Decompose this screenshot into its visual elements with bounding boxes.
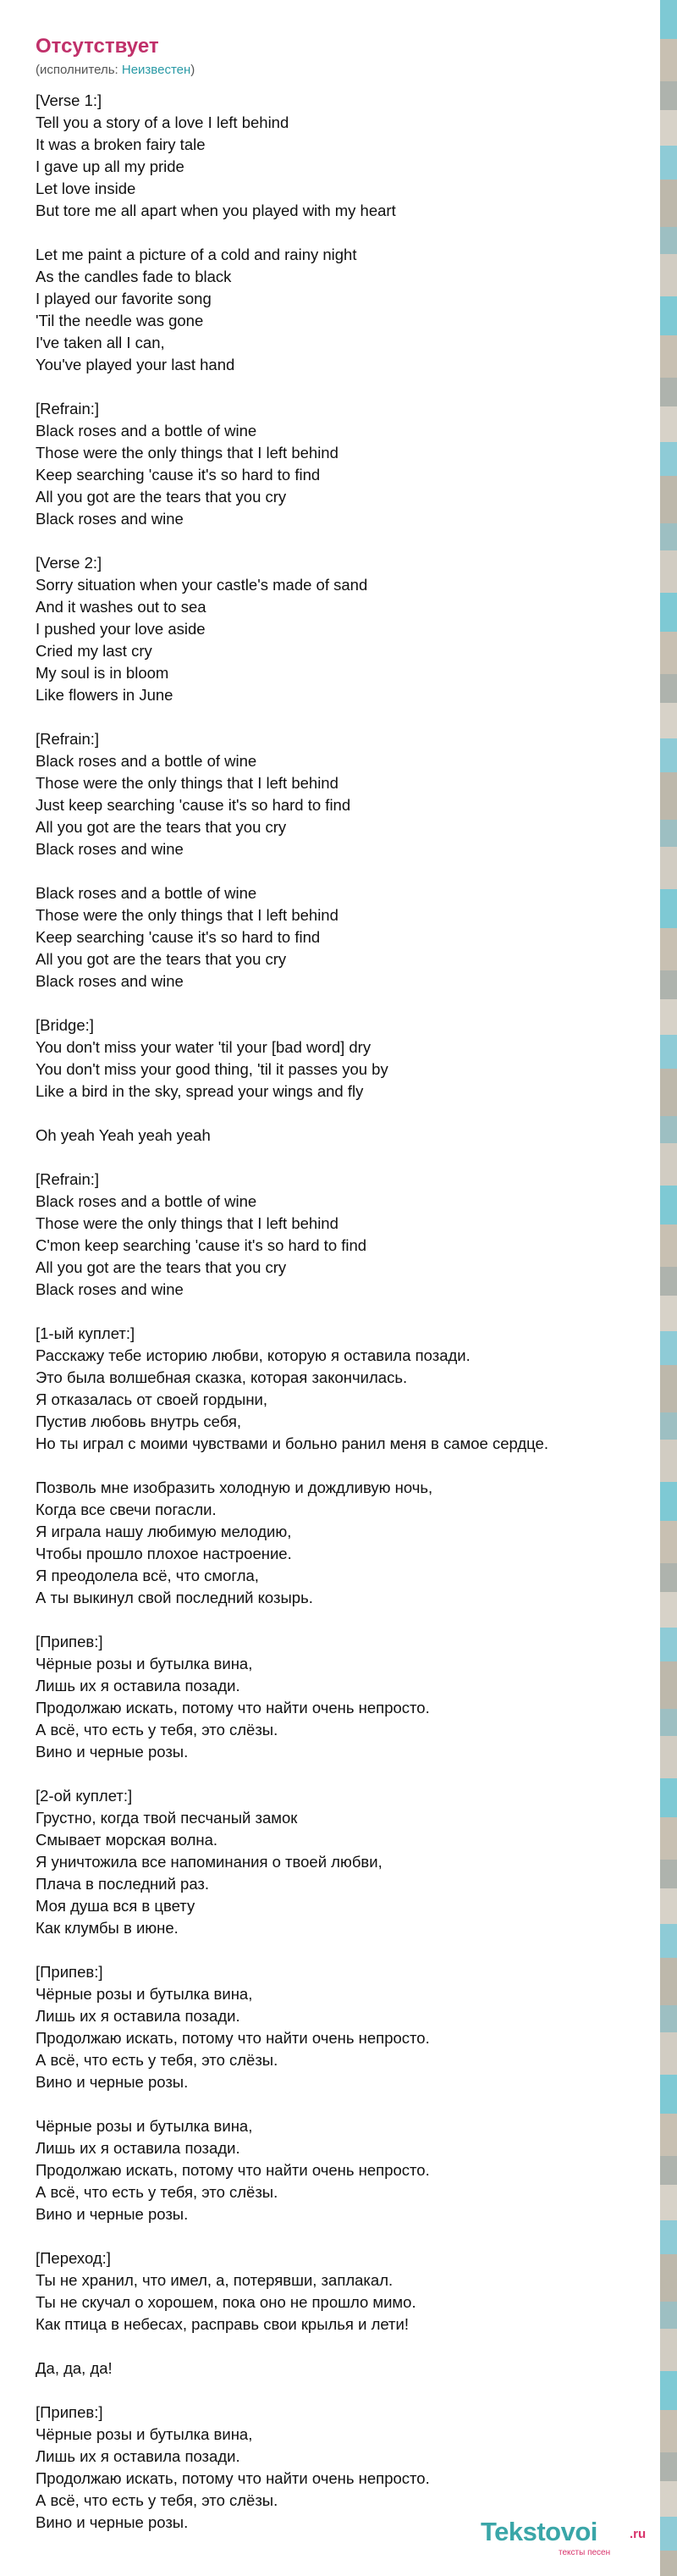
song-title: Отсутствует <box>36 35 159 58</box>
site-logo <box>481 2517 650 2557</box>
artist-suffix: ) <box>190 63 195 77</box>
artist-prefix: (исполнитель: <box>36 63 122 77</box>
logo-tagline: тексты песен <box>559 2548 611 2557</box>
lyrics-text: [Verse 1:] Tell you a story of a love I left behind It was a broken fairy tale I gave up all my pride Let love inside But tore me all apart when you played with my heart Let me paint a picture of a cold and rainy night As the candles fade to black I played our favorite song 'Til the needle was gone I've taken all I can, You've played your last hand [Refrain:] Black roses and a bottle of wine Those were the only things that I left behind Keep searching 'cause it's so hard to find All you got are the tears that you cry Black roses and wine [Verse 2:] Sorry situation when your castle's made of sand And it washes out to sea I pushed your love aside Cried my last cry My soul is in bloom Like flowers in June [Refrain:] Black roses and a bottle of wine Those were the only things that I left behind Just keep searching 'cause it's so hard to find All you got are the tears that you cry Black roses and wine Black roses and a bottle of wine Those were the only things that I left behind Keep searching 'cause it's so hard to find All you got are the tears that you cry Black roses and wine [Bridge:] You don't miss your water 'til your [bad word] dry You don't miss your good thing, 'til it passes you by Like a bird in the sky, spread your wings and fly Oh yeah Yeah yeah yeah [Refrain:] Black roses and a bottle of wine Those were the only things that I left behind C'mon keep searching 'cause it's so hard to find All you got are the tears that you cry Black roses and wine [1-ый куплет:] Расскажу тебе историю любви, которую я оставила позади. Это была волшебная сказка, которая закончилась. Я отказалась от своей гордыни, Пустив любовь внутрь себя, Но ты играл с моими чувствами и больно ранил меня в самое сердце. Позволь мне изобразить холодную и дождливую ночь, Когда все свечи погасли. Я играла нашу любимую мелодию, Чтобы прошло плохое настроение. Я преодолела всё, что смогла, А ты выкинул свой последний козырь. [Припев:] Чёрные розы и бутылка вина, Лишь их я оставила позади. Продолжаю искать, потому что найти очень непросто. А всё, что есть у тебя, это слёзы. Вино и черные розы. [2-ой куплет:] Грустно, когда твой песчаный замок Смывает морская волна. Я уничтожила все напоминания о твоей любви, Плача в последний раз. Моя душа вся в цвету Как клумбы в июне. [Припев:] Чёрные розы и бутылка вина, Лишь их я оставила позади. Продолжаю искать, потому что найти очень непросто. А всё, что есть у тебя, это слёзы. Вино и черные розы. Чёрные розы и бутылка вина, Лишь их я оставила позади. Продолжаю искать, потому что найти очень непросто. А всё, что есть у тебя, это слёзы. Вино и черные розы. [Переход:] Ты не хранил, что имел, а, потерявши, заплакал. Ты не скучал о хорошем, пока оно не прошло мимо. Как птица в небесах, расправь свои крылья и лети! Да, да, да! [Припев:] Чёрные розы и бутылка вина, Лишь их я оставила позади. Продолжаю искать, потому что найти очень непросто. А всё, что есть у тебя, это слёзы. Вино и черные розы. <box>36 91 548 2531</box>
artist-line <box>36 63 195 77</box>
logo-name: Tekstovoi <box>481 2517 597 2546</box>
artist-link[interactable]: Неизвестен <box>121 63 191 77</box>
logo-tld: .ru <box>630 2527 647 2541</box>
